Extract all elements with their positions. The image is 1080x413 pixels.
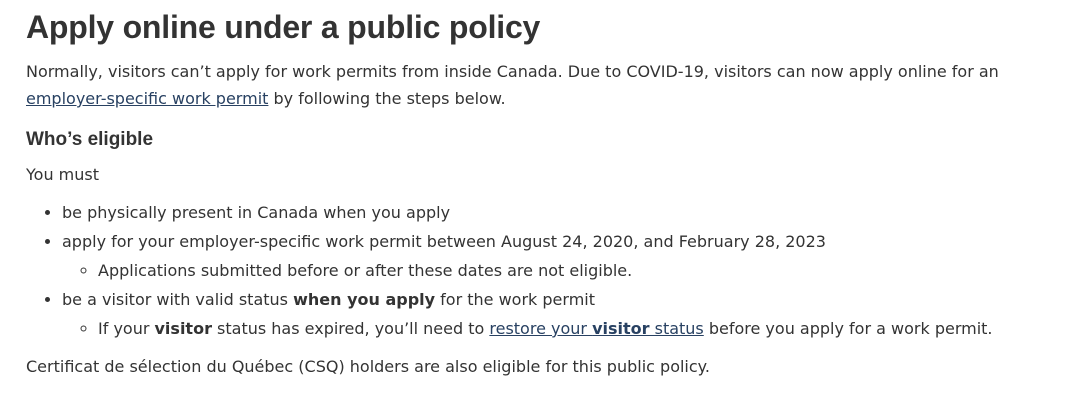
eligibility-lead: You must [26,165,99,184]
eligibility-list [26,198,1066,343]
sub-list-item [98,314,1066,343]
sub-list [62,256,1066,285]
list-item-text: be physically present in Canada when you apply [62,203,451,222]
restore-link-text-2: status [649,319,704,338]
sub-list [62,314,1066,343]
sub-text-3: before you apply for a work permit. [703,319,993,338]
intro-text-start: Normally, visitors can’t apply for work permits from inside Canada. Due to COVID-19, visitors can now apply online for an [26,62,999,81]
intro-paragraph [26,58,1056,112]
list-item [62,285,1066,343]
restore-visitor-status-link[interactable] [489,319,703,338]
restore-link-emphasis: visitor [592,319,650,338]
list-item-text: apply for your employer-specific work permit between August 24, 2020, and February 28, 2023 [62,232,826,251]
sub-list-item [98,256,1066,285]
list-item-text-start: be a visitor with valid status [62,290,294,309]
list-item [62,198,1066,227]
list-item [62,227,1066,285]
sub-list-item-text: Applications submitted before or after these dates are not eligible. [98,261,633,280]
page-heading: Apply online under a public policy [26,9,541,45]
csq-holders-paragraph: Certificat de sélection du Québec (CSQ) holders are also eligible for this public policy. [26,357,710,376]
intro-text-end: by following the steps below. [268,89,506,108]
list-item-emphasis: when you apply [293,290,436,309]
sub-emphasis-visitor: visitor [154,319,212,338]
list-item-text-end: for the work permit [435,290,595,309]
employer-specific-work-permit-link[interactable]: employer-specific work permit [26,89,269,108]
eligibility-heading: Who’s eligible [26,129,154,150]
restore-link-text-1: restore your [489,319,593,338]
sub-text-1: If your [98,319,155,338]
sub-text-2: status has expired, you’ll need to [211,319,490,338]
